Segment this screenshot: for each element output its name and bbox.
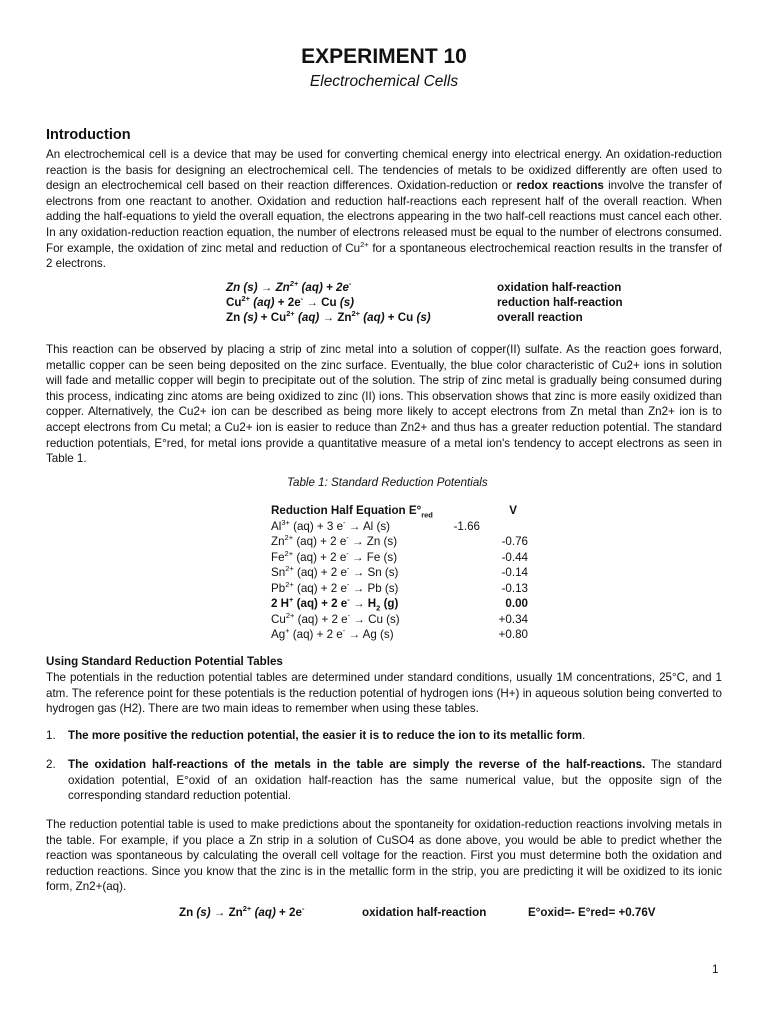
page-number: 1 <box>712 963 719 976</box>
using-tables-paragraph: The potentials in the reduction potential tables are determined under standard conditions, usually 1M concentrations, 25°C, and 1 atm. The reference point for these potentials is the reduction potential of hydrogen ions (H+) in aqueous solution being converted to hydrogen gas (H2). There are two main ideas to remember when using these tables. <box>46 671 722 716</box>
table-row: $Fe^{2+}$ (aq) + 2 e- → Fe (s) -0.44 <box>271 549 528 564</box>
paragraph-zinc-copper: This reaction can be observed by placing a strip of zinc metal into a solution of copper(II) sulfate. As the reaction goes forward, metallic copper can be seen being deposited on the zinc surface. Eventually, the blue color characteristic of Cu2+ ions in solution will fade and metallic copper will begin to precipitate out of the solution. The strip of zinc metal is gradually being consumed during this process, indicating zinc atoms are being oxidized to zinc (II) ions. This observation shows that zinc is more easily oxidized than copper. Alternatively, the Cu2+ ion can be described as being more likely to accept electrons from Zn metal than Zn2+ ion is to accept electrons from Cu metal; a Cu2+ ion is easier to reduce than Zn2+ and thus has a greater reduction potential. The standard reduction potentials, E°red, for metal ions provide a quantitative measure of a metal ion's tendency to accept electrons as seen in Table 1. <box>46 343 722 466</box>
prediction-paragraph: The reduction potential table is used to make predictions about the spontaneity for oxidation-reduction reactions involving metals in the table. For example, if you place a Zn strip in a solution of CuSO4 as done above, you would be able to predict whether the reaction was spontaneous by calculating the overall cell voltage for the reaction. First you must determine both the oxidation and reduction reactions. Since you know that the zinc is in the metallic form in the strip, you are predicting it will be oxidized to its ionic form, Zn2+(aq). <box>46 818 722 894</box>
list-item: 2. The oxidation half-reactions of the metals in the table are simply the reverse of the half-reactions. The standard oxidation potential, E°oxid of an oxidation half-reaction has the same numerical value, but the opposite sign of the corresponding standard reduction potential. <box>46 758 722 803</box>
table-row: $Al^{3+}$ (aq) + 3 e- → Al (s) -1.66 <box>271 518 480 533</box>
table-row: Ag+ (aq) + 2 e- → Ag (s) +0.80 <box>271 626 528 641</box>
table-row: $Pb^{2+}$ (aq) + 2 e- → Pb (s) -0.13 <box>271 580 528 595</box>
section-heading: Using Standard Reduction Potential Tables <box>46 655 283 668</box>
equation-row-oxidation: Zn $(s) \to Zn^{2+}$ (aq) + 2e- oxidation half-reaction <box>226 279 622 294</box>
table-row: $Zn^{2+}$ (aq) + 2 e- → Zn (s) -0.76 <box>271 533 528 548</box>
table-header: Reduction Half Equation $E^\circ_{red}$ V <box>271 504 517 520</box>
table-caption: Table 1: Standard Reduction Potentials <box>287 476 488 489</box>
introduction-heading: Introduction <box>46 127 131 143</box>
list-item: 1. The more positive the reduction potential, the easier it is to reduce the ion to its metallic form. <box>46 729 586 742</box>
equation-label: overall reaction <box>497 311 583 324</box>
equation-label: oxidation half-reaction <box>362 906 487 919</box>
equation-calc: E°oxid=- E°red= +0.76V <box>528 906 656 919</box>
table-row: $Sn^{2+}$ (aq) + 2 e- → Sn (s) -0.14 <box>271 564 528 579</box>
table-row: $Cu^{2+}$ (aq) + 2 e- → Cu (s) +0.34 <box>271 611 528 626</box>
page-subtitle: Electrochemical Cells <box>309 73 459 90</box>
intro-paragraph: An electrochemical cell is a device that may be used for converting chemical energy into electrical energy. An oxidation-reduction reaction is the basis for designing an electrochemical cell. The tendencies of metals to be oxidized differently are often used to design an electrochemical cell based on their reaction differences. Oxidation-reduction or redox reactions involve the transfer of electrons from one reactant to another. Oxidation and reduction half-reactions each represent half of the overall reaction. When adding the half-equations to yield the overall equation, the electrons appearing in the two half-cell reactions must cancel each other. In any oxidation-reduction reaction equation, the number of electrons released must be equal to the number of electrons consumed. For example, the oxidation of zinc metal and reduction of $Cu^{2+}$ for a spontaneous electrochemical reaction results in the transfer of 2 electrons. <box>46 148 722 271</box>
equation-row-reduction: $Cu^{2+}$ (aq) + 2e- → Cu (s) reduction half-reaction <box>226 294 623 309</box>
equation-row-overall: Zn $(s) + Cu^{2+}$ $(aq) \to Zn^{2+}$ (aq) + Cu (s) overall reaction <box>226 309 583 324</box>
oxidation-equation: Zn $(s) \to Zn^{2+}$ (aq) + 2e- oxidation half-reaction E°oxid=- E°red= +0.76V <box>179 904 656 919</box>
equation-label: oxidation half-reaction <box>497 281 622 294</box>
equation-label: reduction half-reaction <box>497 296 623 309</box>
page-title: EXPERIMENT 10 <box>301 45 467 68</box>
table-row: 2 H+ (aq) + 2 $e^- \to H_2$ (g) 0.00 <box>271 595 528 613</box>
